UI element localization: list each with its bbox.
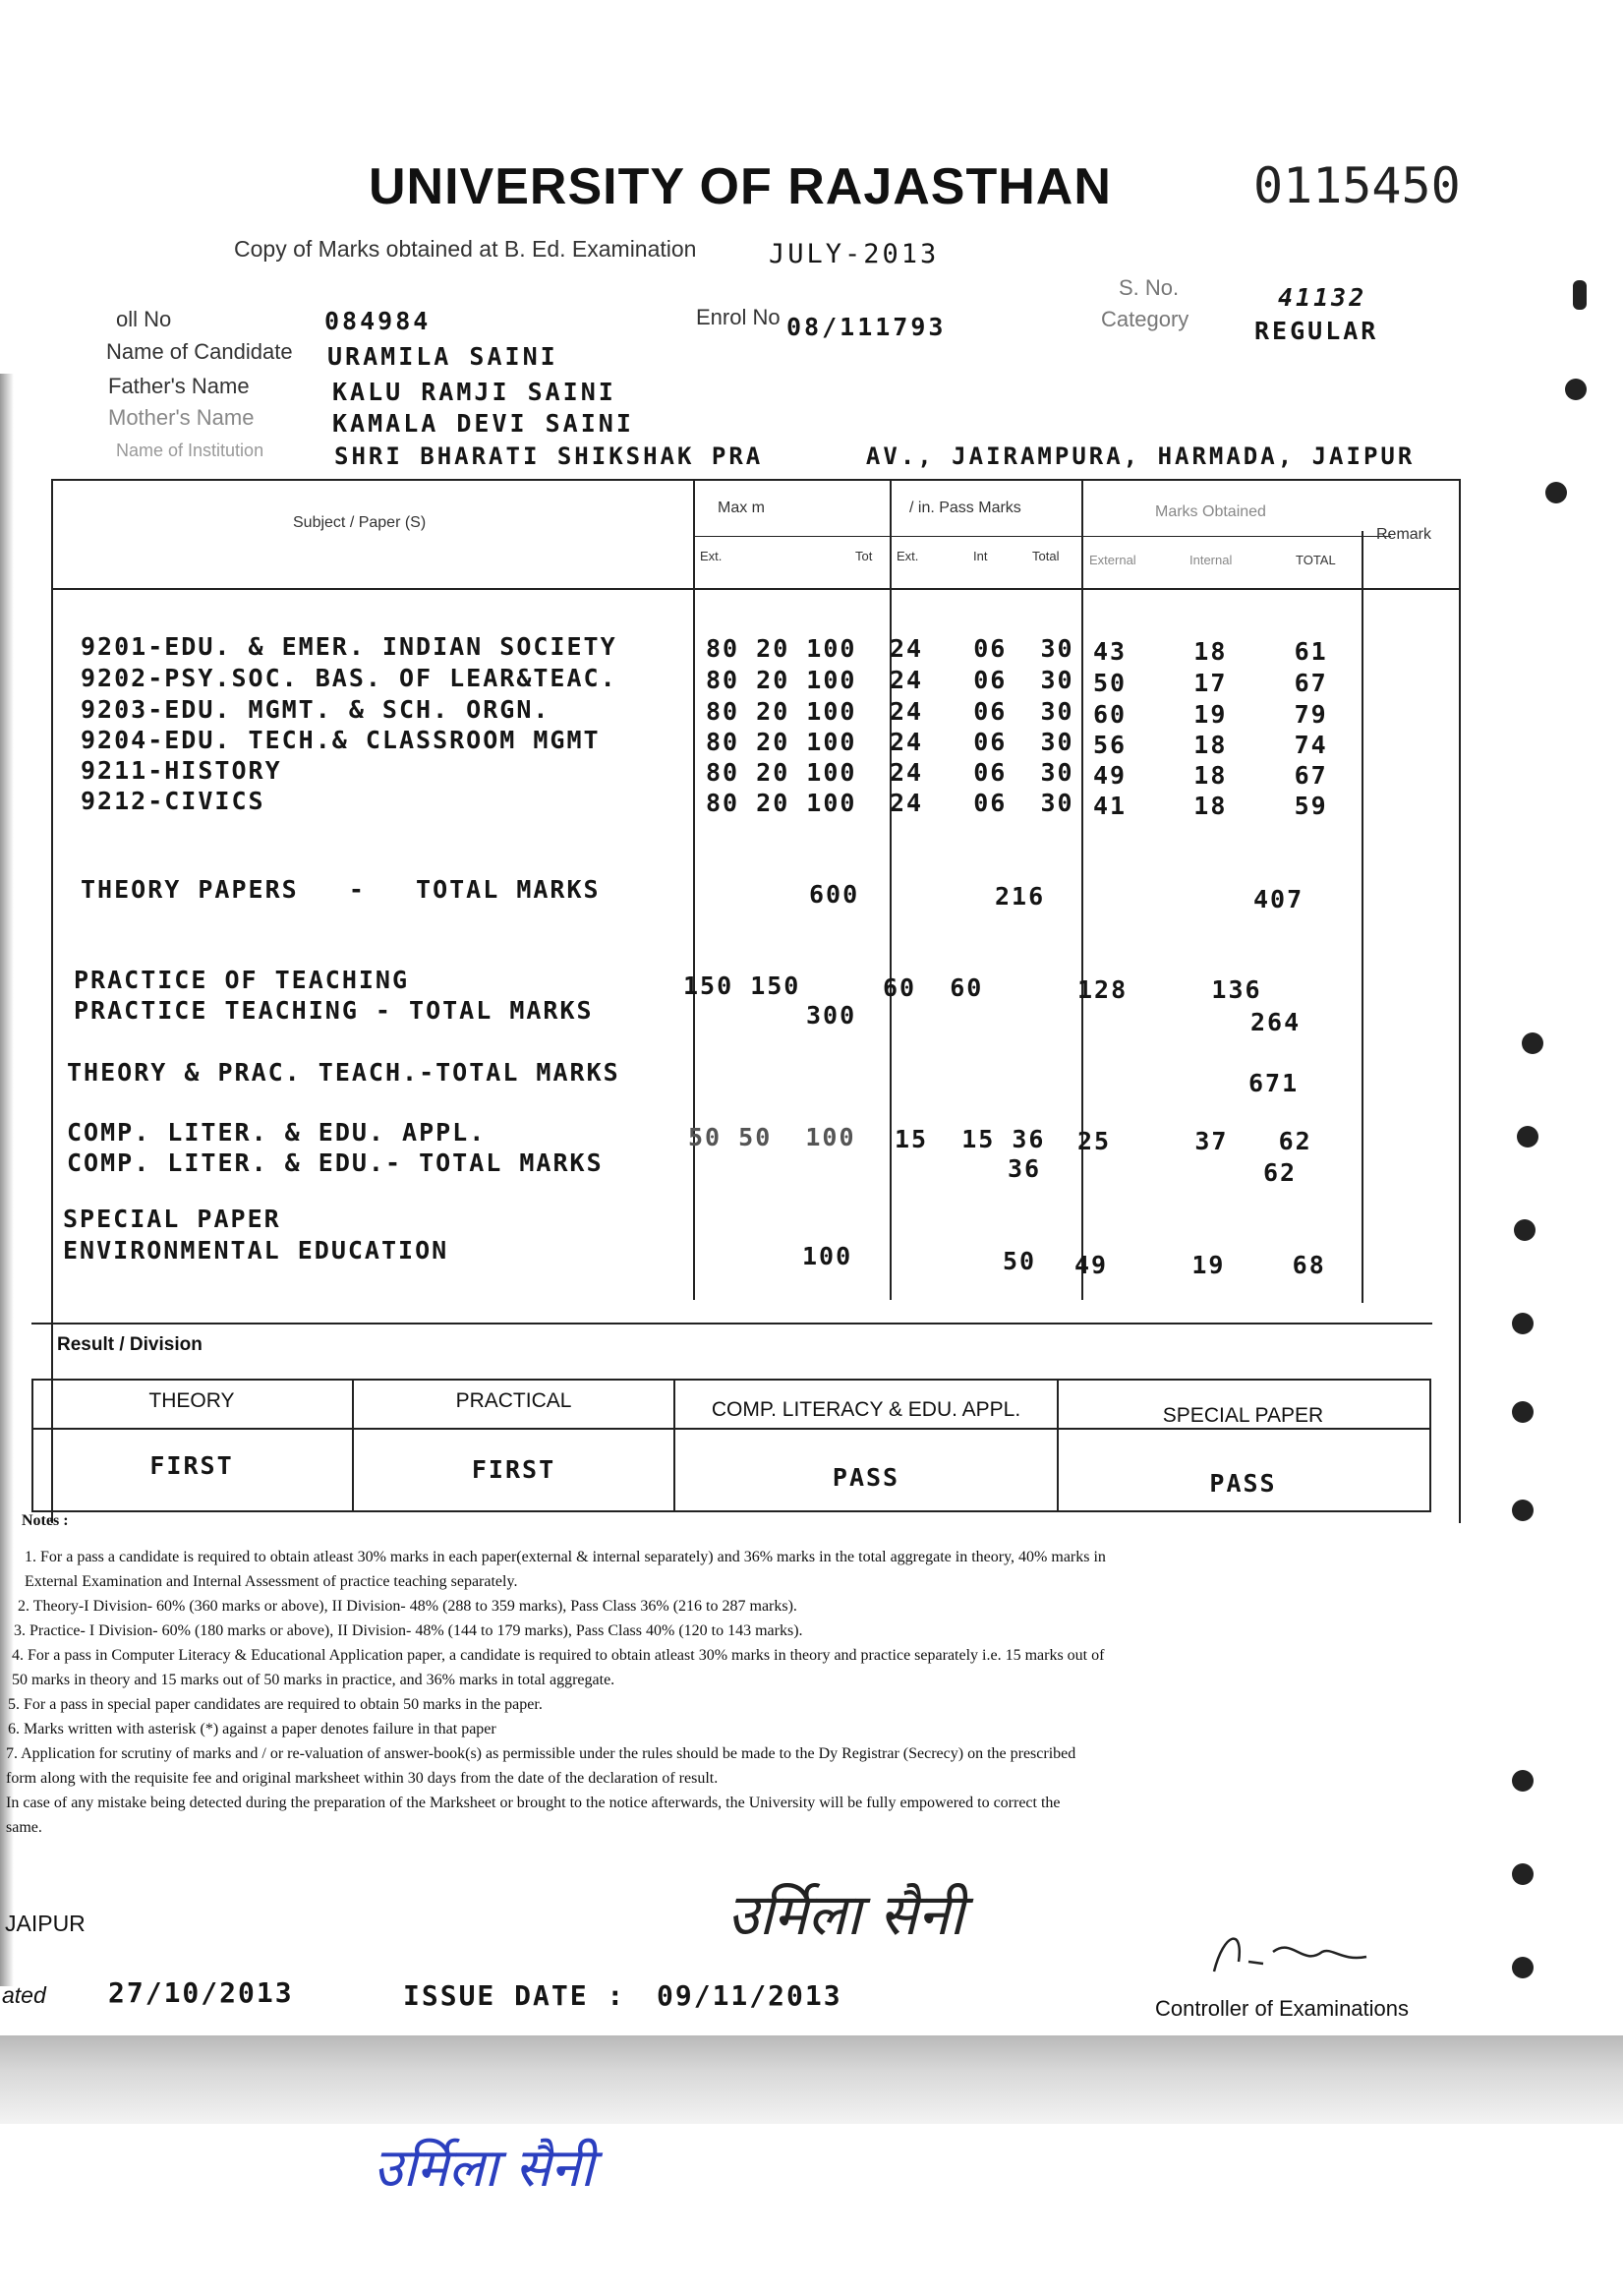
note-line: 2. Theory-I Division- 60% (360 marks or above), II Division- 48% (288 to 359 marks), Pass Class 36% (216 to 287 marks).	[18, 1598, 797, 1615]
col-sep-obtained	[1362, 531, 1363, 1303]
col-sep-max	[890, 479, 892, 1300]
roll-number: 084984	[324, 307, 432, 335]
hdr-sub-total2: TOTAL	[1296, 553, 1336, 567]
col-sep-subject	[693, 479, 695, 1300]
paper-min: 24 06 30	[890, 634, 1074, 663]
punch-hole	[1573, 280, 1587, 310]
grand-total-label: THEORY & PRAC. TEACH.-TOTAL MARKS	[67, 1058, 620, 1087]
enrol-label: Enrol No	[696, 305, 781, 329]
comp-total-min: 36	[1008, 1154, 1042, 1183]
result-theory-header: THEORY	[148, 1389, 235, 1412]
candidate-name: URAMILA SAINI	[327, 342, 558, 371]
hdr-sub-tot: Tot	[855, 549, 873, 563]
paper-subject: 9203-EDU. MGMT. & SCH. ORGN.	[81, 695, 551, 724]
hdr-max-marks: Max m	[718, 500, 765, 516]
table-subheader-line	[693, 536, 1391, 537]
copy-line: Copy of Marks obtained at B. Ed. Examination	[234, 236, 697, 262]
punch-hole	[1512, 1957, 1534, 1978]
theory-total-min: 216	[995, 882, 1046, 911]
name-label: Name of Candidate	[106, 339, 293, 364]
paper-obtained: 49 18 67	[1093, 761, 1328, 790]
result-header-line	[31, 1428, 1429, 1430]
hdr-subject: Subject / Paper (S)	[293, 514, 427, 531]
special-paper-min: 50	[1003, 1247, 1037, 1275]
punch-hole	[1512, 1313, 1534, 1334]
theory-total-obtained: 407	[1253, 885, 1304, 913]
category-value: REGULAR	[1254, 317, 1379, 345]
father-name: KALU RAMJI SAINI	[332, 378, 616, 406]
issue-date-value: 09/11/2013	[657, 1979, 842, 2012]
special-paper-obtained: 49 19 68	[1074, 1251, 1326, 1279]
place-label: JAIPUR	[5, 1911, 86, 1936]
left-edge-shadow	[0, 374, 14, 1986]
serial-number: 0115450	[1253, 157, 1461, 214]
hdr-remark: Remark	[1376, 526, 1432, 543]
note-line: 1. For a pass a candidate is required to obtain atleast 30% marks in each paper(external & internal separately) and 36% marks in the total aggregate in theory, 40% marks in	[25, 1549, 1106, 1565]
paper-min: 24 06 30	[890, 666, 1074, 694]
result-comp-header: COMP. LITERACY & EDU. APPL.	[711, 1398, 1021, 1421]
col-sep-min	[1081, 479, 1083, 1300]
candidate-signature: उर्मिला सैनी	[727, 1881, 964, 1948]
mother-label: Mother's Name	[108, 405, 255, 430]
hdr-sub-external: External	[1089, 553, 1136, 567]
notes-title: Notes :	[22, 1512, 69, 1529]
dated-label: ated	[2, 1982, 46, 2008]
mother-name: KAMALA DEVI SAINI	[332, 409, 634, 438]
institution-name: SHRI BHARATI SHIKSHAK PRA AV., JAIRAMPURA, HARMADA, JAIPUR	[334, 442, 1416, 470]
result-practical-value: FIRST	[471, 1455, 556, 1484]
note-line: 3. Practice- I Division- 60% (180 marks or above), II Division- 48% (144 to 179 marks), Pass Class 40% (120 to 143 marks).	[14, 1622, 803, 1639]
note-line: 7. Application for scrutiny of marks and / or re-valuation of answer-book(s) as permissible under the rules should be made to the Dy Registrar (Secrecy) on the prescribed	[6, 1745, 1076, 1762]
paper-min: 24 06 30	[890, 697, 1074, 726]
university-title: UNIVERSITY OF RAJASTHAN	[369, 158, 1112, 215]
comp-literacy-obtained: 25 37 62	[1077, 1127, 1312, 1155]
issue-date-label: ISSUE DATE :	[403, 1979, 626, 2012]
paper-obtained: 50 17 67	[1093, 669, 1328, 697]
punch-hole	[1512, 1401, 1534, 1423]
hdr-sub-total: Total	[1032, 549, 1060, 563]
exam-session: JULY-2013	[769, 239, 940, 269]
blue-signature: उर्मिला सैनी	[374, 2137, 595, 2199]
hdr-sub-int: Int	[973, 549, 988, 563]
paper-max: 80 20 100	[706, 789, 857, 817]
practice-total-label: PRACTICE TEACHING - TOTAL MARKS	[74, 996, 594, 1025]
paper-max: 80 20 100	[706, 666, 857, 694]
hdr-sub-ext: Ext.	[700, 549, 723, 563]
result-practical-header: PRACTICAL	[455, 1389, 572, 1412]
paper-subject: 9202-PSY.SOC. BAS. OF LEAR&TEAC.	[81, 664, 617, 692]
paper-obtained: 56 18 74	[1093, 731, 1328, 759]
paper-subject: 9204-EDU. TECH.& CLASSROOM MGMT	[81, 726, 601, 754]
sno-value: 41132	[1278, 283, 1367, 312]
comp-literacy-max: 50 50 100	[688, 1123, 856, 1151]
category-label: Category	[1101, 307, 1189, 331]
paper-subject: 9212-CIVICS	[81, 787, 265, 815]
note-line: same.	[6, 1819, 42, 1836]
punch-hole	[1517, 1126, 1538, 1148]
punch-hole	[1512, 1770, 1534, 1792]
note-line: External Examination and Internal Assessment of practice teaching separately.	[25, 1573, 518, 1590]
practice-teaching-obtained: 128 136	[1077, 975, 1262, 1004]
paper-obtained: 60 19 79	[1093, 700, 1328, 729]
punch-hole	[1545, 482, 1567, 503]
punch-hole	[1514, 1219, 1536, 1241]
hdr-min-pass: / in. Pass Marks	[909, 500, 1021, 516]
paper-max: 80 20 100	[706, 758, 857, 787]
hdr-sub-ext2: Ext.	[897, 549, 919, 563]
dated-value: 27/10/2013	[108, 1976, 294, 2009]
comp-literacy-label: COMP. LITER. & EDU. APPL.	[67, 1118, 487, 1147]
paper-min: 24 06 30	[890, 728, 1074, 756]
institution-label: Name of Institution	[116, 441, 264, 460]
note-line: 50 marks in theory and 15 marks out of 50 marks in practice, and 36% marks in total aggregate.	[12, 1672, 615, 1688]
punch-hole	[1512, 1863, 1534, 1885]
result-comp-value: PASS	[832, 1463, 900, 1492]
comp-total-label: COMP. LITER. & EDU.- TOTAL MARKS	[67, 1148, 604, 1177]
practice-total-max: 300	[806, 1001, 857, 1030]
punch-hole	[1512, 1500, 1534, 1521]
table-header-divider	[51, 588, 1459, 590]
punch-hole	[1565, 379, 1587, 400]
result-special-header: SPECIAL PAPER	[1162, 1404, 1324, 1427]
practice-teaching-max: 150 150	[683, 971, 801, 1000]
sno-label: S. No.	[1119, 275, 1180, 300]
paper-obtained: 43 18 61	[1093, 637, 1328, 666]
enrol-number: 08/111793	[786, 313, 947, 341]
result-top-line	[31, 1323, 1432, 1325]
comp-literacy-min: 15 15 36	[895, 1125, 1046, 1153]
paper-obtained: 41 18 59	[1093, 792, 1328, 820]
hdr-obtained: Marks Obtained	[1155, 503, 1266, 520]
paper-min: 24 06 30	[890, 789, 1074, 817]
note-line: 4. For a pass in Computer Literacy & Educational Application paper, a candidate is required to obtain atleast 30% marks in theory and practice separately i.e. 15 marks out of	[12, 1647, 1105, 1664]
practice-total-obtained: 264	[1250, 1008, 1302, 1036]
punch-hole	[1522, 1032, 1543, 1054]
note-line: form along with the requisite fee and original marksheet within 30 days from the date of the declaration of result.	[6, 1770, 719, 1787]
practice-teaching-label: PRACTICE OF TEACHING	[74, 966, 410, 994]
theory-total-max: 600	[809, 880, 860, 909]
theory-total-label: THEORY PAPERS - TOTAL MARKS	[81, 875, 601, 904]
result-theory-value: FIRST	[149, 1451, 234, 1480]
note-line: In case of any mistake being detected during the preparation of the Marksheet or brought to the notice afterwards, the University will be fully empowered to correct the	[6, 1795, 1061, 1811]
father-label: Father's Name	[108, 374, 250, 398]
paper-subject: 9211-HISTORY	[81, 756, 282, 785]
result-special-value: PASS	[1209, 1469, 1277, 1498]
paper-min: 24 06 30	[890, 758, 1074, 787]
grand-total-obtained: 671	[1248, 1069, 1300, 1097]
special-paper-name: ENVIRONMENTAL EDUCATION	[63, 1236, 449, 1265]
practice-teaching-min: 60 60	[883, 973, 984, 1002]
result-title: Result / Division	[57, 1334, 203, 1355]
note-line: 6. Marks written with asterisk (*) against a paper denotes failure in that paper	[8, 1721, 496, 1737]
note-line: 5. For a pass in special paper candidates are required to obtain 50 marks in the paper.	[8, 1696, 543, 1713]
roll-label: oll No	[116, 307, 172, 331]
paper-max: 80 20 100	[706, 728, 857, 756]
bottom-scan-band	[0, 2035, 1623, 2124]
special-paper-label: SPECIAL PAPER	[63, 1205, 281, 1233]
hdr-sub-internal: Internal	[1189, 553, 1233, 567]
controller-label: Controller of Examinations	[1155, 1996, 1410, 2021]
special-paper-max: 100	[802, 1242, 853, 1270]
paper-max: 80 20 100	[706, 634, 857, 663]
comp-total-obtained: 62	[1263, 1158, 1298, 1187]
controller-signature	[1204, 1922, 1371, 1981]
paper-max: 80 20 100	[706, 697, 857, 726]
paper-subject: 9201-EDU. & EMER. INDIAN SOCIETY	[81, 632, 617, 661]
